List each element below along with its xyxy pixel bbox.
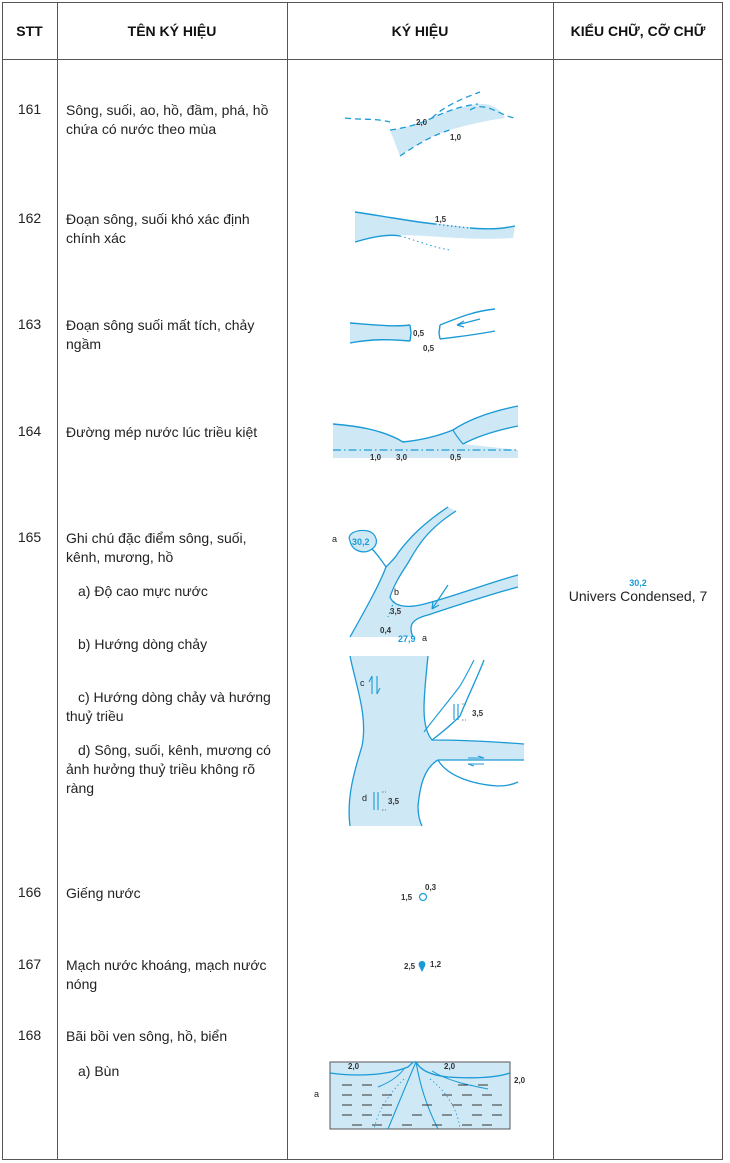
mud-flat-symbol	[308, 1055, 533, 1135]
row-name: Giếng nước	[66, 885, 141, 901]
annotation-letter: c	[360, 678, 365, 688]
annotation-letter: a	[422, 633, 428, 643]
row-name: Bãi bồi ven sông, hồ, biển	[66, 1028, 228, 1044]
dim-label: 3,5	[390, 607, 402, 616]
row-name: Đoạn sông, suối khó xác định chính xác	[66, 211, 250, 246]
row-name: Đường mép nước lúc triều kiệt	[66, 424, 258, 440]
water-level-label: 27,9	[398, 634, 416, 644]
sub-item: b) Hướng dòng chảy	[78, 636, 208, 652]
dim-label: 0,3	[425, 883, 437, 892]
row-name: Mạch nước khoáng, mạch nước nóng	[66, 957, 267, 992]
font-note	[553, 578, 723, 604]
header-divider	[2, 59, 723, 60]
sub-item: a) Bùn	[78, 1063, 120, 1079]
well-icon	[420, 894, 427, 901]
row-stt: 164	[17, 423, 42, 439]
uncertain-river-symbol	[345, 200, 525, 260]
dim-label: 0,5	[413, 329, 425, 338]
annotation-letter: a	[332, 534, 338, 544]
font-description: Univers Condensed, 7	[568, 588, 708, 604]
annotation-letter: d	[362, 793, 368, 803]
row-stt: 167	[17, 956, 42, 972]
dim-label: 1,2	[430, 960, 442, 969]
dim-label: 0,5	[450, 453, 462, 462]
row-name: Ghi chú đặc điểm sông, suối, kênh, mương, hồ	[66, 530, 247, 565]
underground-river-symbol	[345, 305, 525, 365]
annotation-letter: a	[314, 1089, 320, 1099]
low-tide-edge-symbol	[328, 400, 528, 465]
row-stt: 165	[17, 529, 42, 545]
row-stt: 162	[17, 210, 42, 226]
dim-label: 3,5	[388, 797, 400, 806]
spring-icon	[419, 961, 426, 972]
dim-label: 2,0	[514, 1076, 526, 1085]
river-annotation-symbol-b	[328, 656, 528, 828]
sub-item: d) Sông, suối, kênh, mương có ảnh hưởng thuỷ triều không rõ ràng	[66, 742, 271, 796]
dim-label: 2,5	[404, 962, 416, 971]
dim-label: 1,5	[435, 215, 447, 224]
row-name: Đoạn sông suối mất tích, chảy ngầm	[66, 317, 255, 352]
column-divider	[287, 2, 288, 1160]
seasonal-water-symbol	[330, 88, 530, 163]
dim-label: 2,0	[416, 118, 428, 127]
row-name: Sông, suối, ao, hồ, đầm, phá, hồ chứa có nước theo mùa	[66, 102, 269, 137]
river-annotation-symbol-a	[328, 505, 528, 645]
header-name: TÊN KÝ HIỆU	[127, 22, 217, 39]
dim-label: 3,0	[396, 453, 408, 462]
dim-label: 1,5	[401, 893, 413, 902]
row-stt: 161	[17, 101, 42, 117]
dim-label: 0,5	[423, 344, 435, 353]
row-stt: 163	[17, 316, 42, 332]
dim-label: 0,4	[380, 626, 392, 635]
column-divider	[57, 2, 58, 1160]
dim-label: 1,0	[370, 453, 382, 462]
annotation-letter: b	[394, 587, 400, 597]
water-level-label: 30,2	[352, 537, 370, 547]
font-sample: 30,2	[629, 578, 647, 588]
dim-label: 2,0	[444, 1062, 456, 1071]
well-symbol	[395, 880, 445, 908]
dim-label: 1,0	[450, 133, 462, 142]
sub-item: c) Hướng dòng chảy và hướng thuỷ triều	[66, 689, 271, 724]
row-stt: 166	[17, 884, 42, 900]
dim-label: 2,0	[348, 1062, 360, 1071]
row-stt: 168	[17, 1027, 42, 1043]
header-stt: STT	[16, 22, 43, 39]
header-font: KIỂU CHỮ, CỠ CHỮ	[570, 22, 706, 39]
sub-item: a) Độ cao mực nước	[78, 583, 208, 599]
mineral-spring-symbol	[398, 955, 448, 979]
header-symbol: KÝ HIỆU	[391, 22, 449, 39]
dim-label: 3,5	[472, 709, 484, 718]
